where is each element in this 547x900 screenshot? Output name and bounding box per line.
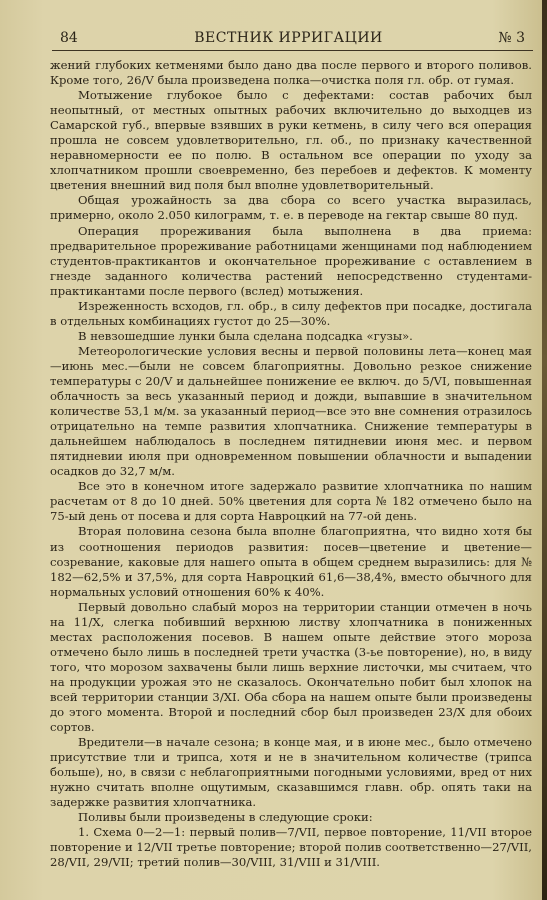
issue-number: № 3 xyxy=(498,30,525,46)
paragraph: Мотыжение глубокое было с дефектами: состав рабочих был неопытный, от местных опытных рабочих включительно до выходцев из Самарской губ., впервые взявших в руки кетмень, в силу чего вся операция прошла не совсем удовлетворительно, гл. об., по признаку качественной неравномерности ее по полю. В остальном все операции по уходу за хлопчатником прошли своевременно, без перебоев и дефектов. К моменту цветения внешний вид поля был вполне удовлетворительный. xyxy=(50,88,532,193)
paragraph: Метеорологические условия весны и первой половины лета—конец мая—июнь мес.—были не совсем благоприятны. Довольно резкое снижение температуры с 20/V и дальнейшее понижение ее включ. до 5/VI, повышенная облачность за весь указанный период и дожди, выпавшие в значительном количестве 53,1 м/м. за указанный период—все это вне сомнения отразилось отрицательно на темпе развития хлопчатника. Снижение температуры в дальнейшем наблюдалось в последнем пятидневии июня мес. и первом пятидневии июля при одновременном повышении облачности и выпадении осадков до 32,7 м/м. xyxy=(50,343,532,479)
article-body xyxy=(50,58,532,871)
paragraph: 1. Схема 0—2—1: первый полив—7/VII, первое повторение, 11/VII второе повторение и 12/VII третье повторение; второй полив соответственно—27/VII, 28/VII, 29/VII; третий полив—30/VIII, 31/VIII и 31/VIII. xyxy=(50,825,532,870)
paragraph: В невзошедшие лунки была сделана подсадка «гузы». xyxy=(78,328,413,343)
paragraph: Первый довольно слабый мороз на территории станции отмечен в ночь на 11/X, слегка побивший верхнюю листву хлопчатника в пониженных местах расположения посевов. В нашем опыте действие этого мороза отмечено было лишь в последней трети участка (3-ье повторение), но, в виду того, что морозом захвачены были лишь верхние листочки, мы считаем, что на продукции урожая это не сказалось. Окончательно побит был хлопок на всей территории станции 3/XI. Оба сбора на нашем опыте были произведены до этого момента. Второй и последний сбор был произведен 23/X для обоих сортов. xyxy=(50,599,532,735)
paragraph: Изреженность всходов, гл. обр., в силу дефектов при посадке, достигала в отдельных комбинациях густот до 25—30%. xyxy=(50,298,532,328)
paragraph: жений глубоких кетменями было дано два после первого и второго поливов. Кроме того, 26/V была произведена полка—очистка поля гл. обр. от гумая. xyxy=(50,58,532,88)
journal-title: ВЕСТНИК ИРРИГАЦИИ xyxy=(194,30,383,46)
paragraph: Общая урожайность за два сбора со всего участка выразилась, примерно, около 2.050 килограмм, т. е. в переводе на гектар свыше 80 пуд. xyxy=(50,193,532,223)
paragraph: Операция прореживания была выполнена в два приема: предварительное прореживание работницами женщинами под наблюдением студентов-практикантов и окончательное прореживание с оставлением в гнезде заданного количества растений непосредственно студентами-практикантами после первого (вслед) мотыжения. xyxy=(50,223,532,298)
paragraph: Вредители—в начале сезона; в конце мая, и в июне мес., было отмечено присутствие тли и трипса, хотя и не в значительном количестве (трипса больше), но, в связи с неблагоприятными погодными условиями, вред от них нужно считать вполне ощутимым, сказавшимся главн. обр. опять таки на задержке развития хлопчатника. xyxy=(50,735,532,810)
header-rule xyxy=(52,50,533,51)
paragraph: Поливы были произведены в следующие сроки: xyxy=(78,810,373,825)
page-edge xyxy=(542,0,547,900)
paragraph: Все это в конечном итоге задержало развитие хлопчатника по нашим расчетам от 8 до 10 дней. 50% цветения для сорта № 182 отмечено было на 75-ый день от посева и для сорта Навроцкий на 77-ой день. xyxy=(50,479,532,524)
page-number: 84 xyxy=(60,30,78,46)
paragraph: Вторая половина сезона была вполне благоприятна, что видно хотя бы из соотношения периодов развития: посев—цветение и цветение—созревание, каковые для нашего опыта в общем среднем выразились: для № 182—62,5% и 37,5%, для сорта Навроцкий 61,6—38,4%, вместо обычного для нормальных условий отношения 60% к 40%. xyxy=(50,524,532,599)
